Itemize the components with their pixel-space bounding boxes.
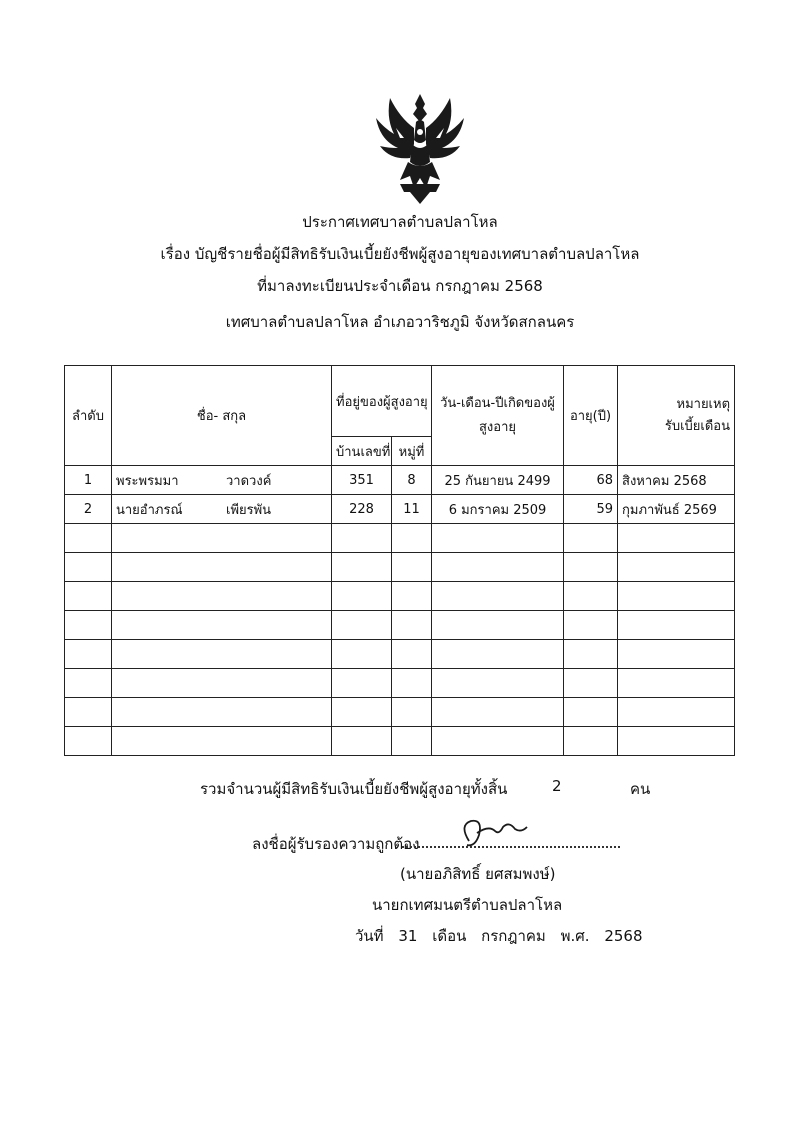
summary-label: รวมจำนวนผู้มีสิทธิรับเงินเบี้ยยังชีพผู้สูงอายุทั้งสิ้น <box>200 780 508 798</box>
announcement-title: ประกาศเทศบาลตำบลปลาโหล <box>302 213 498 231</box>
date-day-label: วันที่ <box>355 927 384 945</box>
empty-row <box>65 669 735 698</box>
row-age: 59 <box>564 495 618 524</box>
header-address: ที่อยู่ของผู้สูงอายุ <box>332 366 432 437</box>
empty-row <box>65 582 735 611</box>
signer-name: (นายอภิสิทธิ์ ยศสมพงษ์) <box>400 865 556 883</box>
table-row <box>65 495 735 524</box>
row-house-no: 351 <box>332 466 392 495</box>
empty-row <box>65 698 735 727</box>
handwritten-signature-icon <box>455 815 535 853</box>
empty-row <box>65 553 735 582</box>
row-last-name: วาดวงค์ <box>226 473 272 489</box>
table-row <box>65 466 735 495</box>
row-note: กุมภาพันธ์ 2569 <box>618 495 735 524</box>
header-village: หมู่ที่ <box>392 437 432 466</box>
header-age: อายุ(ปี) <box>564 366 618 466</box>
row-seq: 2 <box>65 495 112 524</box>
empty-row <box>65 524 735 553</box>
empty-row <box>65 727 735 756</box>
summary-unit: คน <box>630 780 651 798</box>
certifier-label: ลงชื่อผู้รับรองความถูกต้อง <box>252 835 420 853</box>
header-note-line1: หมายเหตุ <box>676 396 731 412</box>
row-village: 11 <box>392 495 432 524</box>
empty-row <box>65 611 735 640</box>
row-first-name: พระพรมมา <box>116 473 179 489</box>
summary-count: 2 <box>552 777 562 795</box>
signer-position: นายกเทศมนตรีตำบลปลาโหล <box>372 896 563 914</box>
empty-row <box>65 640 735 669</box>
date-day: 31 <box>398 927 418 945</box>
header-seq: ลำดับ <box>65 366 112 466</box>
registration-period: ที่มาลงทะเบียนประจำเดือน กรกฎาคม 2568 <box>257 277 543 295</box>
municipality-location: เทศบาลตำบลปลาโหล อำเภอวาริชภูมิ จังหวัดสกลนคร <box>225 313 575 331</box>
header-note <box>618 366 735 466</box>
beneficiary-table <box>64 365 735 756</box>
announcement-subject: เรื่อง บัญชีรายชื่อผู้มีสิทธิรับเงินเบี้ยยังชีพผู้สูงอายุของเทศบาลตำบลปลาโหล <box>160 245 640 263</box>
row-birth: 25 กันยายน 2499 <box>432 466 564 495</box>
date-month-label: เดือน <box>432 927 467 945</box>
row-name <box>112 466 332 495</box>
row-seq: 1 <box>65 466 112 495</box>
date-month: กรกฎาคม <box>481 927 546 945</box>
row-house-no: 228 <box>332 495 392 524</box>
row-village: 8 <box>392 466 432 495</box>
row-note: สิงหาคม 2568 <box>618 466 735 495</box>
header-name: ชื่อ- สกุล <box>112 366 332 466</box>
row-birth: 6 มกราคม 2509 <box>432 495 564 524</box>
date-year: 2568 <box>604 927 643 945</box>
row-name <box>112 495 332 524</box>
garuda-emblem-icon <box>370 88 470 206</box>
header-note-line2: รับเบี้ยเดือน <box>664 418 731 434</box>
header-house-no: บ้านเลขที่ <box>332 437 392 466</box>
row-age: 68 <box>564 466 618 495</box>
row-first-name: นายอำภรณ์ <box>116 502 183 518</box>
signature-date <box>355 924 653 948</box>
row-last-name: เพียรพัน <box>226 502 272 518</box>
header-birth: วัน-เดือน-ปีเกิดของผู้สูงอายุ <box>432 366 564 466</box>
date-year-label: พ.ศ. <box>560 927 590 945</box>
